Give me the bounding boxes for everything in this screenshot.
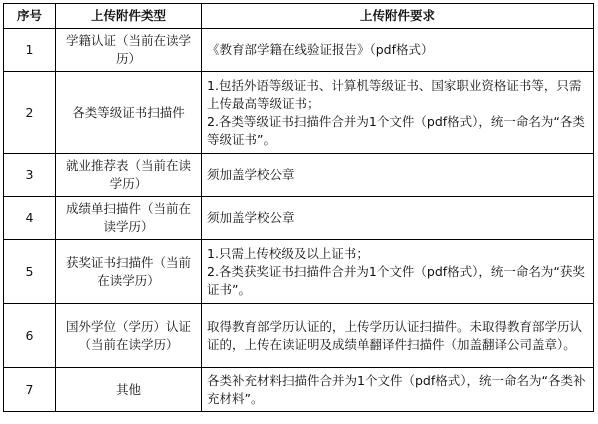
row-number: 1	[4, 29, 56, 72]
requirement-line: 1.包括外语等级证书、计算机等级证书、国家职业资格证书等，只需上传最高等级证书；	[207, 77, 582, 111]
requirement-line: 须加盖学校公章	[207, 167, 295, 182]
row-number: 4	[4, 197, 56, 240]
header-attachment-requirements: 上传附件要求	[202, 4, 594, 29]
table-row	[4, 197, 594, 240]
row-requirement	[202, 304, 594, 368]
table-row	[4, 304, 594, 368]
row-type: 获奖证书扫描件（当前在读学历）	[56, 240, 202, 304]
requirement-line: 取得教育部学历认证的，上传学历认证扫描件。未取得教育部学历认证的，上传在读证明及成绩单翻译件扫描件（加盖翻译公司盖章）。	[207, 318, 583, 352]
row-number: 6	[4, 304, 56, 368]
requirement-line: 2.各类获奖证书扫描件合并为1个文件（pdf格式），统一命名为“获奖证书”。	[207, 263, 585, 297]
row-type: 其他	[56, 368, 202, 412]
table-row	[4, 368, 594, 412]
row-requirement	[202, 197, 594, 240]
row-requirement	[202, 368, 594, 412]
requirement-line: 1.只需上传校级及以上证书；	[207, 245, 369, 261]
row-requirement	[202, 240, 594, 304]
row-type: 学籍认证（当前在读学历）	[56, 29, 202, 72]
requirement-line: 须加盖学校公章	[207, 210, 295, 225]
header-attachment-type: 上传附件类型	[56, 4, 202, 29]
row-requirement	[202, 72, 594, 154]
table-row	[4, 154, 594, 197]
row-number: 5	[4, 240, 56, 304]
table-header-row	[4, 4, 594, 29]
row-number: 3	[4, 154, 56, 197]
table-row	[4, 240, 594, 304]
requirement-line: 各类补充材料扫描件合并为1个文件（pdf格式），统一命名为“各类补充材料”。	[207, 372, 586, 406]
row-requirement	[202, 154, 594, 197]
table-row	[4, 72, 594, 154]
attachment-requirements-table	[3, 3, 594, 412]
row-number: 2	[4, 72, 56, 154]
row-type: 就业推荐表（当前在读学历）	[56, 154, 202, 197]
requirements-table-wrapper	[3, 3, 594, 412]
row-requirement	[202, 29, 594, 72]
header-number: 序号	[4, 4, 56, 29]
row-number: 7	[4, 368, 56, 412]
requirement-line: 《教育部学籍在线验证报告》（pdf格式）	[207, 42, 434, 57]
row-type: 国外学位（学历）认证（当前在读学历）	[56, 304, 202, 368]
row-type: 各类等级证书扫描件	[56, 72, 202, 154]
row-type: 成绩单扫描件（当前在读学历）	[56, 197, 202, 240]
requirement-line: 2.各类等级证书扫描件合并为1个文件（pdf格式），统一命名为“各类等级证书”。	[207, 113, 585, 147]
table-row	[4, 29, 594, 72]
